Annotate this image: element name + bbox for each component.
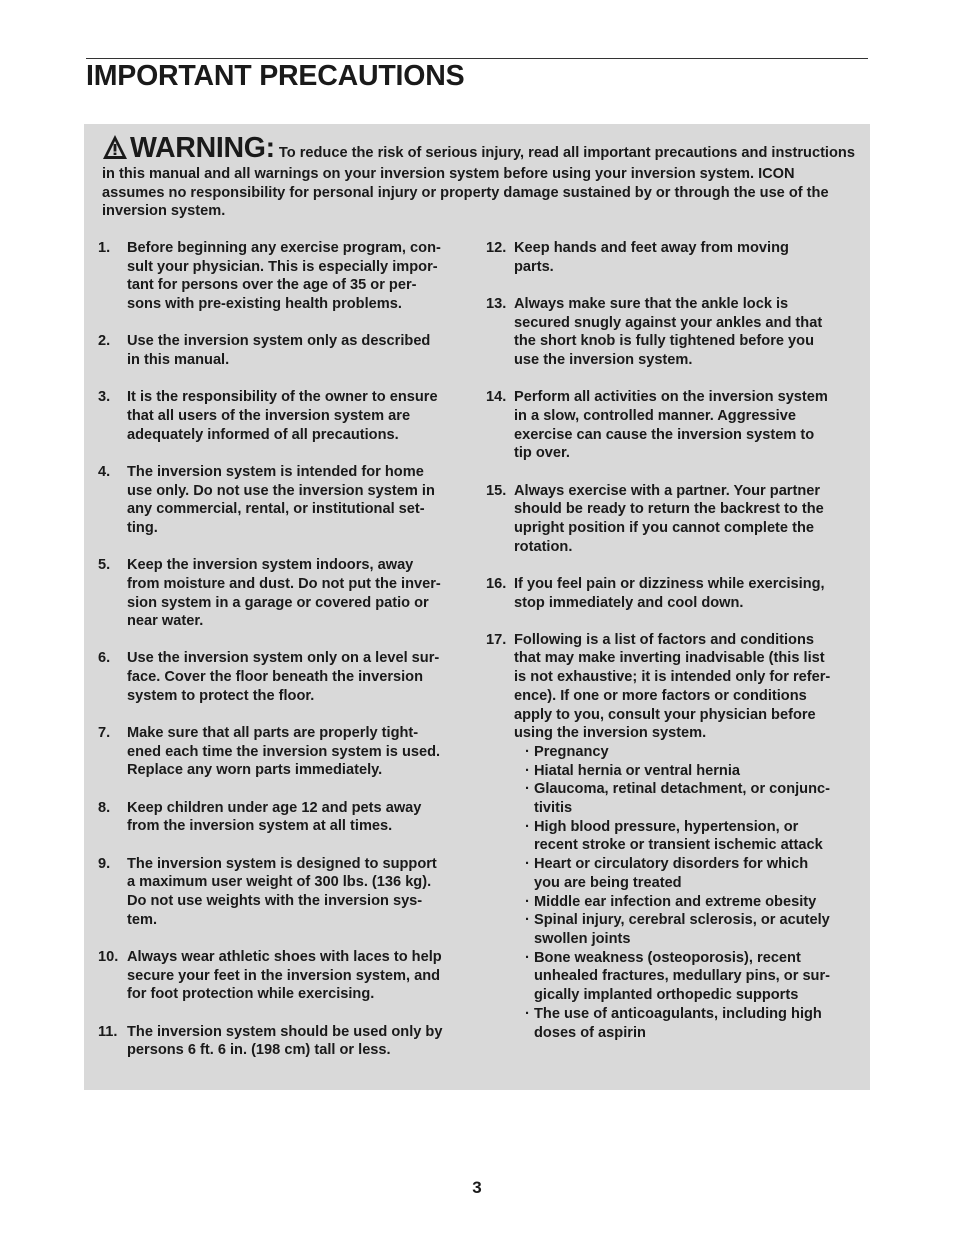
condition-item	[514, 818, 858, 855]
precaution-number: 17.	[486, 631, 507, 648]
precaution-text-line: face. Cover the floor beneath the inversion	[127, 669, 423, 686]
precaution-item	[486, 295, 858, 370]
precaution-number: 10.	[98, 948, 119, 965]
precaution-text-line: use the inversion system.	[514, 352, 693, 369]
precaution-item	[486, 482, 858, 557]
precaution-text-line: Replace any worn parts immediately.	[127, 762, 383, 779]
precaution-text-line: using the inversion system.	[514, 725, 707, 742]
precaution-text-line: is not exhaustive; it is intended only for refer-	[514, 669, 831, 686]
precaution-item	[98, 332, 470, 369]
precaution-text-line: ting.	[127, 519, 158, 536]
precaution-item	[98, 855, 470, 930]
precaution-text-line: from moisture and dust. Do not put the inver-	[127, 575, 441, 592]
precaution-item	[486, 631, 858, 1042]
precaution-text-line: parts.	[514, 258, 554, 275]
precaution-number: 5.	[98, 557, 111, 574]
precaution-text-line: Before beginning any exercise program, con-	[127, 240, 441, 256]
warning-heading	[102, 132, 275, 164]
condition-item	[514, 743, 858, 762]
precaution-text-line: tant for persons over the age of 35 or per-	[127, 277, 417, 294]
precaution-item	[486, 239, 858, 276]
precaution-text-line: sion system in a garage or covered patio or	[127, 594, 429, 611]
precaution-text-line: Use the inversion system only as described	[127, 333, 431, 350]
condition-item	[514, 780, 858, 817]
bullet-dot: ·	[525, 1005, 530, 1022]
condition-text-line: swollen joints	[534, 931, 631, 947]
condition-text-line: Heart or circulatory disorders for which	[534, 856, 809, 873]
precaution-text-line: a maximum user weight of 300 lbs. (136 kg).	[127, 874, 432, 891]
precaution-number: 3.	[98, 389, 111, 406]
precaution-item	[98, 239, 470, 314]
precaution-text-line: The inversion system is intended for home	[127, 463, 424, 480]
precaution-text-line: Always exercise with a partner. Your partner	[514, 482, 821, 499]
bullet-dot: ·	[525, 893, 530, 910]
precaution-number: 11.	[98, 1023, 118, 1040]
precaution-item	[486, 388, 858, 463]
precaution-text-line: persons 6 ft. 6 in. (198 cm) tall or less.	[127, 1042, 391, 1059]
precaution-number: 1.	[98, 240, 111, 256]
precaution-text-line: adequately informed of all precautions.	[127, 426, 399, 443]
precaution-number: 8.	[98, 799, 111, 816]
precaution-text-line: The inversion system is designed to support	[127, 855, 437, 872]
precaution-text-line: in this manual.	[127, 352, 230, 369]
precaution-text-line: exercise can cause the inversion system to	[514, 426, 815, 443]
bullet-dot: ·	[525, 743, 530, 760]
precaution-text-line: secure your feet in the inversion system, and	[127, 967, 441, 984]
precaution-text-line: any commercial, rental, or institutional set-	[127, 501, 425, 518]
precaution-item	[486, 575, 858, 612]
condition-text-line: Spinal injury, cerebral sclerosis, or acutely	[534, 912, 830, 929]
precaution-text-line: upright position if you cannot complete the	[514, 519, 814, 536]
condition-text-line: doses of aspirin	[534, 1024, 646, 1041]
precaution-text-line: Make sure that all parts are properly tight-	[127, 725, 419, 742]
warning-heading-text: WARNING:	[130, 132, 275, 164]
precaution-number: 12.	[486, 240, 507, 256]
condition-item	[514, 1005, 858, 1042]
precaution-text-line: that all users of the inversion system are	[127, 407, 411, 424]
warning-text: To reduce the risk of serious injury, read all important precautions and instructions in this manual and all warnings on your inversion system before using your inversion system. ICON assumes no responsibility for personal injury or property damage sustained by or through the use of the inversion system.	[102, 145, 855, 220]
precaution-text-line: Always wear athletic shoes with laces to help	[127, 948, 442, 965]
precaution-text-line: Following is a list of factors and conditions	[514, 631, 814, 648]
precaution-text-line: stop immediately and cool down.	[514, 594, 744, 611]
conditions-list	[514, 743, 858, 1042]
precaution-item	[98, 1023, 470, 1060]
condition-item	[514, 855, 858, 892]
precaution-text-line: ened each time the inversion system is used.	[127, 743, 441, 760]
condition-text-line: tivitis	[534, 800, 573, 817]
bullet-dot: ·	[525, 912, 530, 929]
page-title: IMPORTANT PRECAUTIONS	[86, 60, 465, 92]
precaution-number: 9.	[98, 855, 111, 872]
precaution-text-line: near water.	[127, 613, 204, 630]
bullet-dot: ·	[525, 762, 530, 779]
page-number: 3	[472, 1178, 482, 1197]
precaution-text-line: from the inversion system at all times.	[127, 818, 393, 835]
precaution-text-line: should be ready to return the backrest to the	[514, 501, 824, 518]
precaution-text-line: rotation.	[514, 538, 573, 555]
bullet-dot: ·	[525, 949, 530, 966]
precaution-text-line: sons with pre-existing health problems.	[127, 296, 402, 313]
precaution-text-line: Keep hands and feet away from moving	[514, 240, 789, 256]
precaution-text-line: Do not use weights with the inversion sys-	[127, 892, 423, 909]
warning-triangle-icon	[102, 134, 128, 165]
condition-text-line: you are being treated	[534, 874, 682, 891]
precaution-item	[98, 724, 470, 780]
precaution-text-line: system to protect the floor.	[127, 687, 315, 704]
condition-text-line: Glaucoma, retinal detachment, or conjunc-	[534, 781, 830, 798]
condition-text-line: Middle ear infection and extreme obesity	[534, 893, 817, 910]
precaution-text-line: the short knob is fully tightened before you	[514, 333, 814, 350]
precaution-text-line: Keep children under age 12 and pets away	[127, 799, 422, 816]
condition-item	[514, 762, 858, 781]
condition-text-line: Pregnancy	[534, 743, 609, 760]
precaution-item	[98, 388, 470, 444]
top-rule	[86, 58, 868, 59]
condition-text-line: Bone weakness (osteoporosis), recent	[534, 949, 801, 966]
condition-item	[514, 893, 858, 912]
precaution-number: 6.	[98, 650, 111, 667]
precaution-text-line: for foot protection while exercising.	[127, 986, 375, 1003]
precaution-text-line: apply to you, consult your physician before	[514, 706, 816, 723]
condition-text-line: The use of anticoagulants, including high	[534, 1005, 822, 1022]
condition-text-line: gically implanted orthopedic supports	[534, 987, 799, 1004]
precaution-text-line: tip over.	[514, 445, 570, 462]
precaution-text-line: It is the responsibility of the owner to ensure	[127, 389, 438, 406]
precaution-text-line: that may make inverting inadvisable (this list	[514, 650, 825, 667]
precaution-text-line: use only. Do not use the inversion system in	[127, 482, 435, 499]
condition-text-line: Hiatal hernia or ventral hernia	[534, 762, 741, 779]
condition-item	[514, 911, 858, 948]
precautions-panel	[84, 124, 870, 1090]
bullet-dot: ·	[525, 856, 530, 873]
warning-block	[102, 134, 858, 221]
precaution-text-line: tem.	[127, 911, 158, 928]
bullet-dot: ·	[525, 781, 530, 798]
condition-item	[514, 949, 858, 1005]
precaution-text-line: The inversion system should be used only by	[127, 1023, 443, 1040]
precaution-text-line: secured snugly against your ankles and that	[514, 314, 823, 331]
condition-text-line: High blood pressure, hypertension, or	[534, 818, 799, 835]
precaution-text-line: Always make sure that the ankle lock is	[514, 295, 789, 312]
precaution-item	[98, 799, 470, 836]
precaution-text-line: ence). If one or more factors or conditions	[514, 687, 807, 704]
precaution-item	[98, 649, 470, 705]
precaution-item	[98, 463, 470, 538]
precaution-text-line: in a slow, controlled manner. Aggressive	[514, 407, 796, 424]
bullet-dot: ·	[525, 818, 530, 835]
precaution-number: 4.	[98, 463, 111, 480]
precaution-text-line: Use the inversion system only on a level sur-	[127, 650, 440, 667]
precaution-number: 2.	[98, 333, 111, 350]
precaution-text-line: sult your physician. This is especially impor-	[127, 258, 438, 275]
precaution-number: 14.	[486, 389, 507, 406]
precaution-number: 15.	[486, 482, 507, 499]
precaution-item	[98, 948, 470, 1004]
precaution-text-line: Perform all activities on the inversion system	[514, 389, 828, 406]
condition-text-line: recent stroke or transient ischemic attack	[534, 837, 823, 854]
precautions-right-column	[486, 239, 858, 1061]
precaution-item	[98, 556, 470, 631]
precaution-text-line: Keep the inversion system indoors, away	[127, 557, 414, 574]
precaution-text-line: If you feel pain or dizziness while exercising,	[514, 575, 825, 592]
precaution-number: 13.	[486, 295, 507, 312]
condition-text-line: unhealed fractures, medullary pins, or sur-	[534, 968, 831, 985]
precaution-number: 7.	[98, 725, 111, 742]
precaution-number: 16.	[486, 575, 507, 592]
precautions-left-column	[98, 239, 470, 1078]
